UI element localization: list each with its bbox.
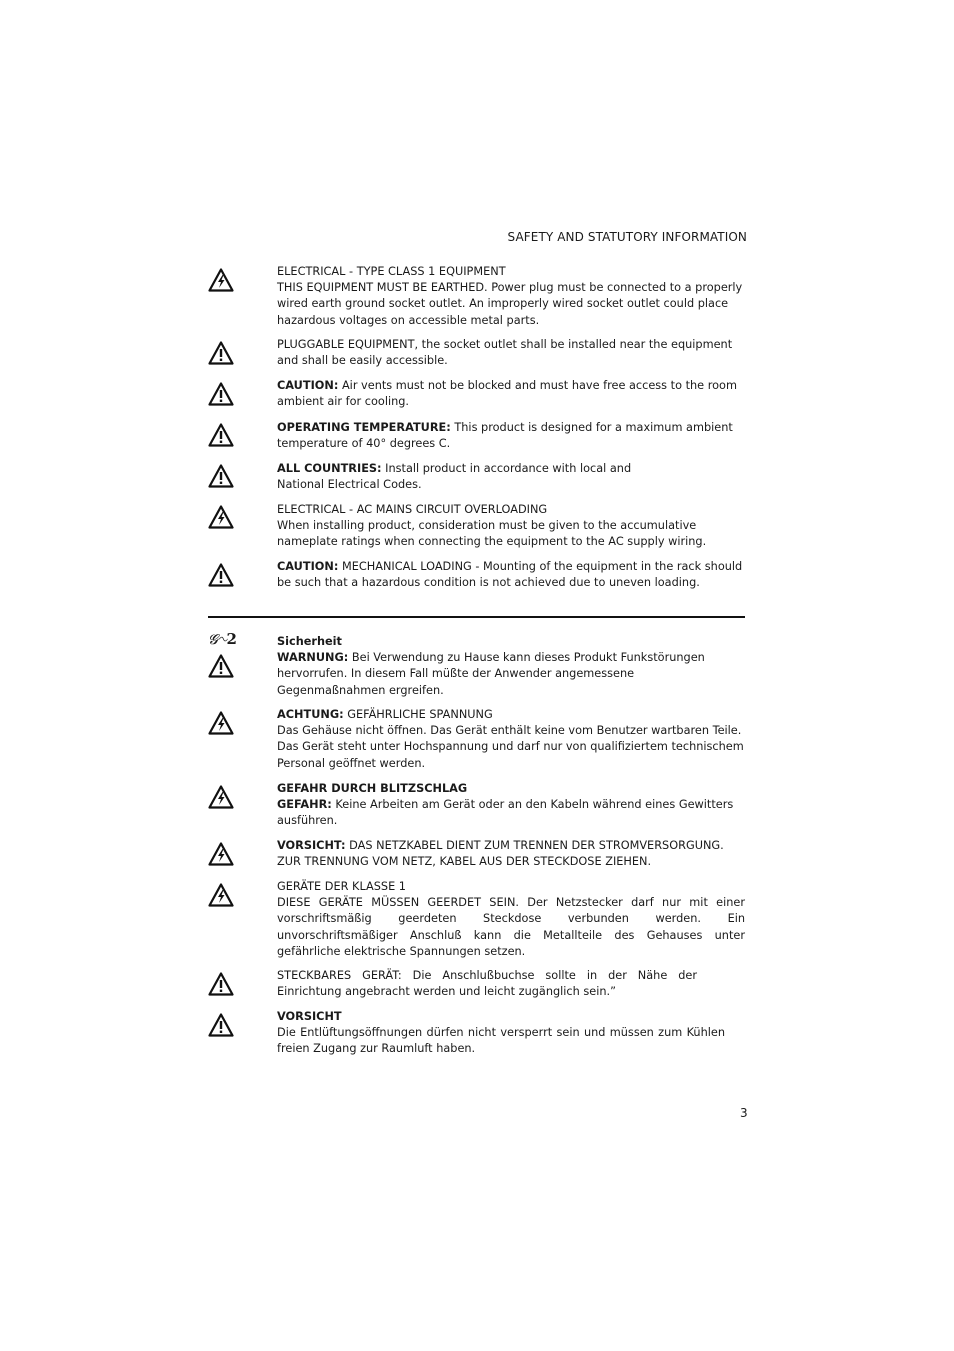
item-body: STECKBARES GERÄT: Die Anschlußbuchse sollte in der Nähe der Einrichtung angebracht werden und leicht zugänglich sein.” [277,969,697,999]
item-detail: Keine Arbeiten am Gerät oder an den Kabeln während eines Gewitters ausführen. [277,798,734,828]
page-header: SAFETY AND STATUTORY INFORMATION [507,230,747,244]
language-marker [208,630,237,648]
page-number: 3 [740,1106,748,1120]
exclamation-warning-icon [208,654,234,678]
item-body: GEFÄHRLICHE SPANNUNG [343,708,493,721]
item-body: DAS NETZKABEL DIENT ZUM TRENNEN DER STROMVERSORGUNG. ZUR TRENNUNG VOM NETZ, KABEL AUS DER STECKDOSE ZIEHEN. [277,839,724,869]
section-divider [208,616,745,618]
lightning-warning-icon [208,883,234,907]
item-title: GERÄTE DER KLASSE 1 [277,880,406,893]
item-body: Bei Verwendung zu Hause kann dieses Produkt Funkstörungen hervorrufen. In diesem Fall müßte der Anwender angemessene Gegenmaßnahmen ergreifen. [277,651,705,697]
lightning-warning-icon [208,505,234,529]
exclamation-warning-icon [208,423,234,447]
item-detail: Die Entlüftungsöffnungen dürfen nicht versperrt sein und müssen zum Kühlen freien Zugang zur Raumluft haben. [277,1026,725,1056]
item-body: Install product in accordance with local and National Electrical Codes. [277,462,632,492]
item-heading: OPERATING TEMPERATURE: [277,421,451,434]
item-heading: WARNUNG: [277,651,349,665]
lightning-warning-icon [208,785,234,809]
item-body: PLUGGABLE EQUIPMENT, the socket outlet shall be installed near the equipment and shall be easily accessible. [277,338,733,368]
lightning-warning-icon [208,711,234,735]
item-heading: ACHTUNG: [277,708,344,721]
language-number: 2 [226,630,237,648]
item-title: ELECTRICAL - TYPE CLASS 1 EQUIPMENT [277,265,506,278]
item-heading: VORSICHT [277,1010,342,1023]
item-heading: CAUTION: [277,560,339,573]
exclamation-warning-icon [208,464,234,488]
item-body: THIS EQUIPMENT MUST BE EARTHED. Power plug must be connected to a properly wired earth ground socket outlet. An improperly wired socket outlet could place hazardous voltages on accessible metal parts. [277,281,743,327]
item-heading: GEFAHR DURCH BLITZSCHLAG [277,782,468,795]
item-detail: Das Gehäuse nicht öffnen. Das Gerät enthält keine vom Benutzer wartbaren Teile. Das Gerät steht unter Hochspannung und darf nur von qualifiziertem technischem Personal geöffnet werden. [277,724,744,770]
item-heading: VORSICHT: [277,839,346,852]
item-detail: DIESE GERÄTE MÜSSEN GEERDET SEIN. Der Netzstecker darf nur mit einer vorschriftsmäßig geerdeten Steckdose verbunden werden. Ein unvorschriftsmäßiger Anschluß kann die Metallteile des Gehauses unter gefährliche elektrische Spannungen setzen. [277,896,745,958]
item-heading: ALL COUNTRIES: [277,462,382,475]
german-language-icon: 𝓖∿ [208,632,227,648]
item-subheading: GEFAHR: [277,798,332,812]
section-title: Sicherheit [277,635,342,648]
exclamation-warning-icon [208,563,234,587]
exclamation-warning-icon [208,972,234,996]
item-body: MECHANICAL LOADING - Mounting of the equipment in the rack should be such that a hazardous condition is not achieved due to uneven loading. [277,560,743,590]
item-heading: CAUTION: [277,379,339,392]
exclamation-warning-icon [208,1013,234,1037]
lightning-warning-icon [208,268,234,292]
item-body: This product is designed for a maximum ambient temperature of 40° degrees C. [277,421,733,451]
item-body: When installing product, consideration must be given to the accumulative nameplate ratings when connecting the equipment to the AC supply wiring. [277,519,707,549]
item-title: ELECTRICAL - AC MAINS CIRCUIT OVERLOADING [277,503,548,516]
lightning-warning-icon [208,842,234,866]
exclamation-warning-icon [208,341,234,365]
item-body: Air vents must not be blocked and must have free access to the room ambient air for cooling. [277,379,737,409]
exclamation-warning-icon [208,382,234,406]
